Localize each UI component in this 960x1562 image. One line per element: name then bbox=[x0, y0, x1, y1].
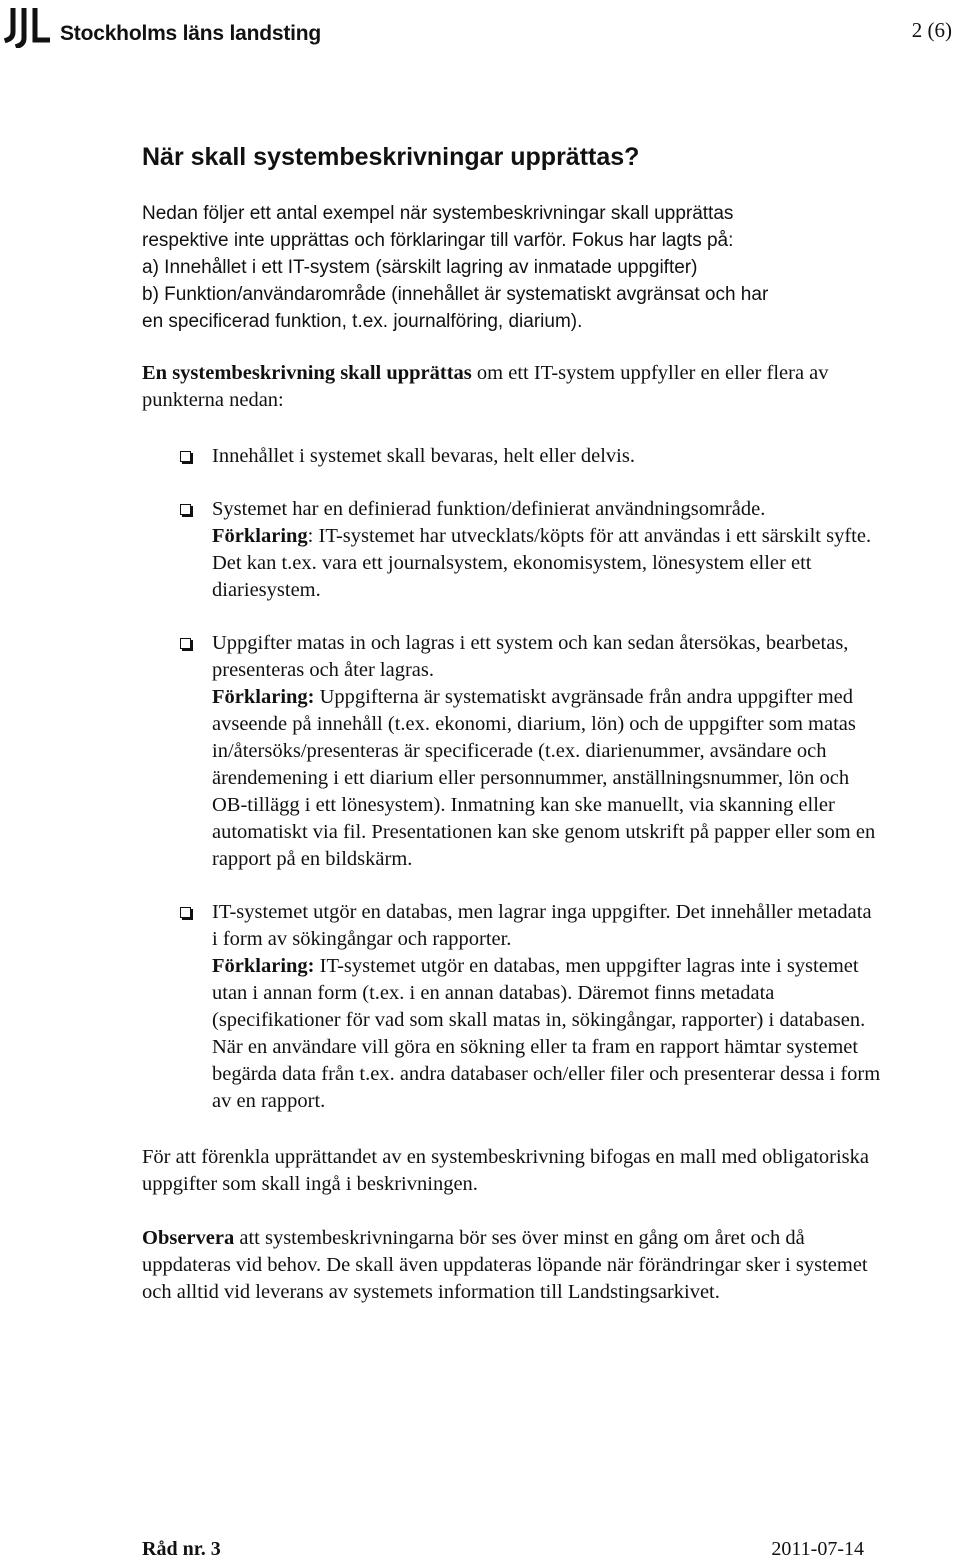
page-footer bbox=[142, 1538, 864, 1561]
checkbox-bullet-icon bbox=[180, 451, 191, 462]
explanation bbox=[212, 523, 882, 604]
explanation-label: Förklaring bbox=[212, 525, 308, 547]
intro-line: en specificerad funktion, t.ex. journalföring, diarium). bbox=[142, 311, 583, 332]
intro-paragraph bbox=[142, 200, 882, 335]
criteria-list bbox=[142, 443, 882, 1115]
list-item bbox=[142, 899, 882, 1115]
intro-line: b) Funktion/användarområde (innehållet är systematiskt avgränsat och har bbox=[142, 284, 769, 305]
sll-logo-icon bbox=[4, 8, 50, 48]
footer-date: 2011-07-14 bbox=[771, 1538, 864, 1560]
intro-line: Nedan följer ett antal exempel när systembeskrivningar skall upprättas bbox=[142, 203, 734, 224]
explanation-label: Förklaring: bbox=[212, 686, 315, 708]
footer-document-ref: Råd nr. 3 bbox=[142, 1538, 221, 1560]
list-item-text: Uppgifter matas in och lagras i ett system och kan sedan återsökas, bearbetas, presenteras och åter lagras. bbox=[212, 632, 849, 681]
list-item-text: Innehållet i systemet skall bevaras, helt eller delvis. bbox=[212, 445, 635, 467]
intro-line: respektive inte upprättas och förklaringar till varför. Fokus har lagts på: bbox=[142, 230, 734, 251]
list-item bbox=[142, 496, 882, 604]
page-header bbox=[0, 0, 960, 60]
document-body bbox=[142, 140, 882, 1306]
org-name: Stockholms läns landsting bbox=[60, 22, 322, 45]
list-item bbox=[142, 630, 882, 873]
explanation-text: IT-systemet utgör en databas, men uppgifter lagras inte i systemet utan i annan form (t.ex. i en annan databas). Däremot finns metadata (specifikationer för vad som skall matas in, sökingångar, rapporter) i databasen. När en användare vill göra en sökning eller ta fram en rapport hämtar systemet begärda data från t.ex. andra databaser och/eller filer och presenterar dessa i form av en rapport. bbox=[212, 955, 881, 1112]
lead-text: om ett IT-system uppfyller en eller flera av punkterna nedan: bbox=[142, 362, 829, 411]
checkbox-bullet-icon bbox=[180, 504, 191, 515]
explanation-text: : IT-systemet har utvecklats/köpts för att användas i ett särskilt syfte. Det kan t.ex. vara ett journalsystem, ekonomisystem, lönesystem eller ett diariesystem. bbox=[212, 525, 872, 601]
observe-text: att systembeskrivningarna bör ses över minst en gång om året och då uppdateras vid behov. De skall även uppdateras löpande när förändringar sker i systemet och alltid vid leverans av systemets information till Landstingsarkivet. bbox=[142, 1227, 868, 1303]
explanation bbox=[212, 953, 882, 1115]
observe-emphasis: Observera bbox=[142, 1227, 235, 1249]
list-item-text: IT-systemet utgör en databas, men lagrar inga uppgifter. Det innehåller metadata i form av sökingångar och rapporter. bbox=[212, 901, 872, 950]
page-number: 2 (6) bbox=[911, 18, 952, 42]
list-item bbox=[142, 443, 882, 470]
observe-paragraph bbox=[142, 1225, 882, 1306]
lead-paragraph bbox=[142, 360, 882, 414]
page-title: När skall systembeskrivningar upprättas? bbox=[142, 143, 640, 171]
template-paragraph: För att förenkla upprättandet av en systembeskrivning bifogas en mall med obligatoriska uppgifter som skall ingå i beskrivningen. bbox=[142, 1146, 869, 1195]
list-item-text: Systemet har en definierad funktion/definierat användningsområde. bbox=[212, 498, 766, 520]
explanation bbox=[212, 684, 882, 873]
org-logo bbox=[4, 8, 321, 48]
lead-emphasis: En systembeskrivning skall upprättas bbox=[142, 362, 472, 384]
explanation-text: Uppgifterna är systematiskt avgränsade från andra uppgifter med avseende på innehåll (t.ex. ekonomi, diarium, lön) och de uppgifter som matas in/återsöks/presenteras är specificerade (t.ex. diarienummer, avsändare och ärendemening i ett diarium eller personnummer, anställningsnummer, lön och OB-tillägg i ett lönesystem). Inmatning kan ske manuellt, via skanning eller automatiskt via fil. Presentationen kan ske genom utskrift på papper eller som en rapport på en bildskärm. bbox=[212, 686, 876, 870]
checkbox-bullet-icon bbox=[180, 907, 191, 918]
checkbox-bullet-icon bbox=[180, 638, 191, 649]
explanation-label: Förklaring: bbox=[212, 955, 315, 977]
intro-line: a) Innehållet i ett IT-system (särskilt lagring av inmatade uppgifter) bbox=[142, 257, 698, 278]
